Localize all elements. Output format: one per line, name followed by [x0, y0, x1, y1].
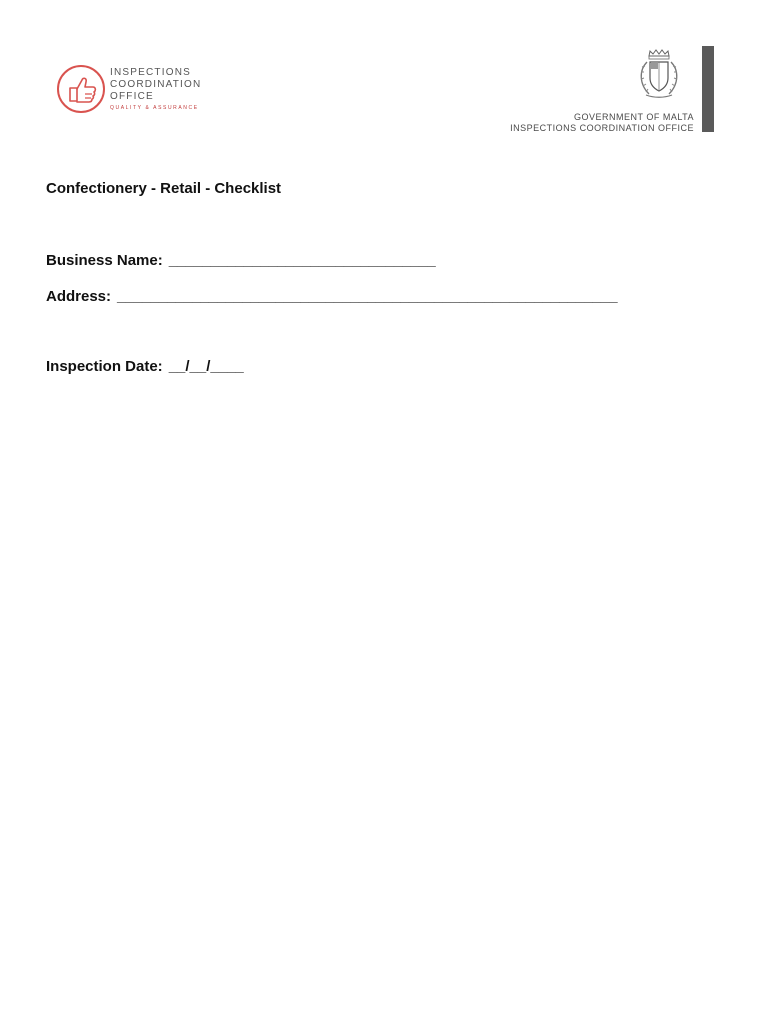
ico-logo-line-1: INSPECTIONS [110, 67, 191, 78]
business-name-field[interactable] [46, 252, 436, 269]
address-label: Address: [46, 288, 112, 305]
ico-logo-tagline: QUALITY & ASSURANCE [110, 105, 199, 111]
ico-logo-line-3: OFFICE [110, 91, 154, 102]
ico-logo-text [110, 67, 201, 103]
inspection-date-label: Inspection Date: [46, 358, 163, 375]
inspection-date-blank[interactable]: __/__/____ [168, 358, 244, 375]
document-title: Confectionery - Retail - Checklist [46, 180, 282, 197]
government-name: GOVERNMENT OF MALTA [573, 112, 694, 122]
government-office-name: INSPECTIONS COORDINATION OFFICE [510, 123, 694, 133]
government-logo-bar [702, 46, 714, 132]
address-blank[interactable]: ____________________________________________________________ [117, 288, 618, 305]
address-field[interactable] [46, 288, 618, 305]
ico-logo [56, 64, 216, 116]
government-logo [504, 46, 714, 136]
business-name-blank[interactable]: ________________________________ [168, 252, 436, 269]
coat-of-arms-icon [636, 48, 682, 100]
business-name-label: Business Name: [46, 252, 163, 269]
ico-logo-line-2: COORDINATION [110, 79, 202, 90]
thumbs-up-icon [56, 64, 106, 114]
inspection-date-field[interactable] [46, 358, 244, 375]
